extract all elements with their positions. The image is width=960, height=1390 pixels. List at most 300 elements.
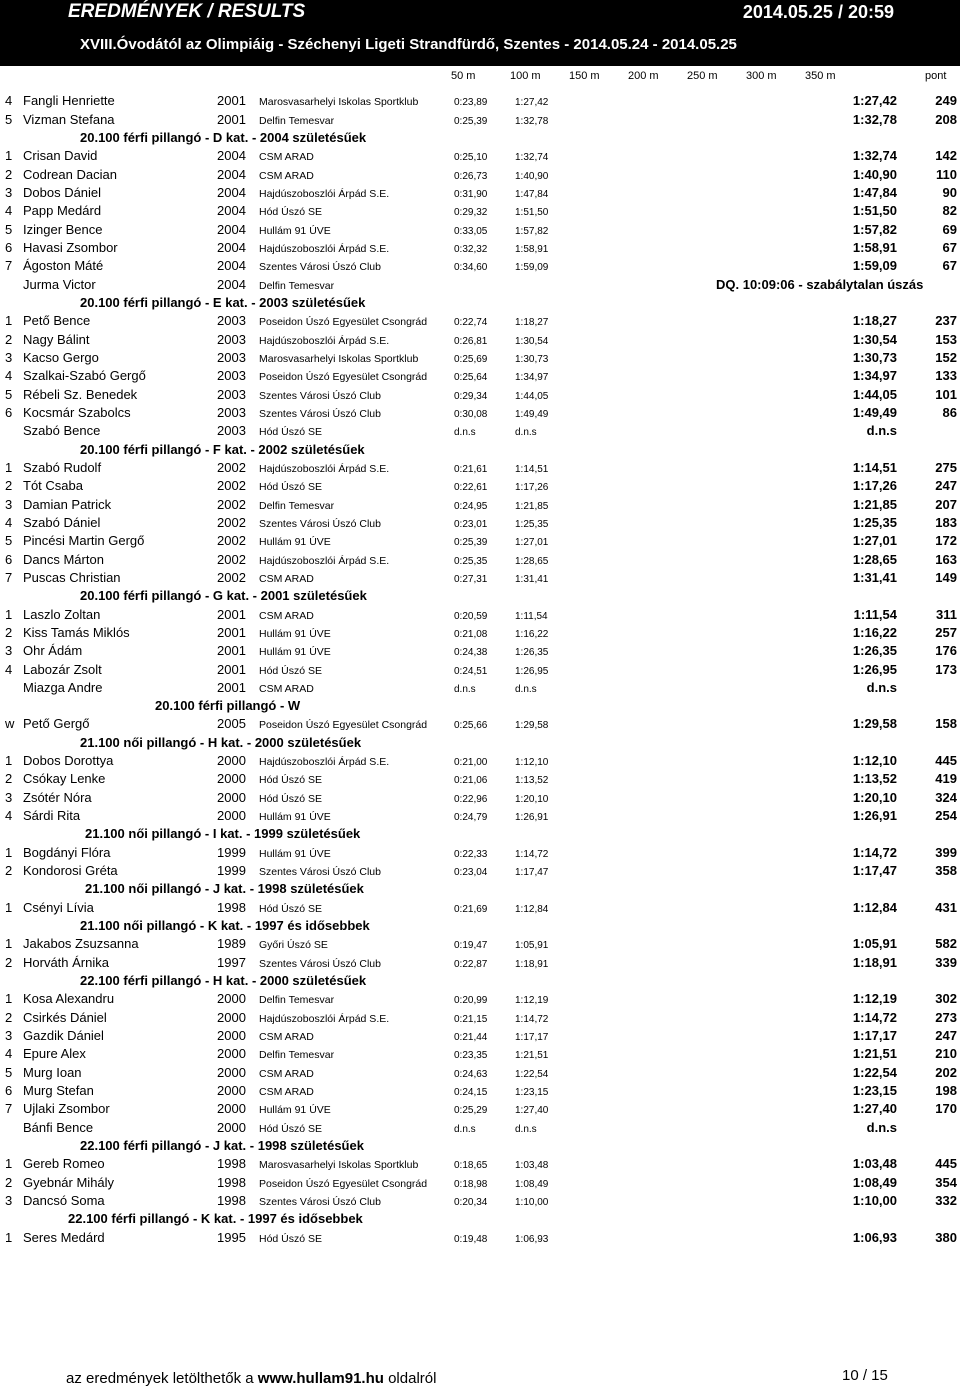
birth-year: 2003 xyxy=(217,423,246,439)
split-100m: 1:12,10 xyxy=(515,757,549,769)
rank: 1 xyxy=(5,753,13,769)
page-number: 10 / 15 xyxy=(842,1367,888,1384)
col-50m: 50 m xyxy=(451,70,476,82)
club-name: Hajdúszoboszlói Árpád S.E. xyxy=(259,334,390,347)
birth-year: 2001 xyxy=(217,661,246,677)
result-row xyxy=(0,110,960,128)
results-datetime: 2014.05.25 / 20:59 xyxy=(742,2,894,22)
split-50m: 0:22,61 xyxy=(454,482,488,494)
split-100m: 1:32,78 xyxy=(515,115,549,127)
split-100m: 1:26,35 xyxy=(515,647,549,659)
points: 210 xyxy=(935,1046,957,1062)
swimmer-name: Csókay Lenke xyxy=(23,771,106,787)
final-time: 1:13,52 xyxy=(852,771,897,787)
final-time: 1:32,78 xyxy=(852,111,897,127)
split-100m: 1:40,90 xyxy=(515,170,549,182)
club-name: Hullám 91 ÚVE xyxy=(259,847,331,860)
final-time: 1:22,54 xyxy=(852,1064,897,1080)
event-heading xyxy=(0,294,960,312)
birth-year: 2002 xyxy=(217,569,246,585)
split-50m: 0:32,32 xyxy=(454,243,488,255)
club-name: Hód Úszó SE xyxy=(259,902,323,915)
birth-year: 2002 xyxy=(217,551,246,567)
birth-year: 2005 xyxy=(217,716,246,732)
split-100m: d.n.s xyxy=(515,683,537,695)
split-100m: 1:34,97 xyxy=(515,372,549,384)
club-name: Szentes Városi Úszó Club xyxy=(259,957,381,970)
club-name: Hajdúszoboszlói Árpád S.E. xyxy=(259,554,390,567)
col-points: pont xyxy=(925,70,947,82)
final-time: 1:18,91 xyxy=(852,954,897,970)
club-name: Hajdúszoboszlói Árpád S.E. xyxy=(259,242,390,255)
birth-year: 2001 xyxy=(217,606,246,622)
split-50m: 0:19,47 xyxy=(454,940,488,952)
final-time: 1:28,65 xyxy=(852,551,897,567)
swimmer-name: Papp Medárd xyxy=(23,203,102,219)
event-title: XVIII.Óvodától az Olimpiáig - Széchenyi Ligeti Strandfürdő, Szentes - 2014.05.24 - 2014.05.25 xyxy=(80,36,737,53)
birth-year: 2004 xyxy=(217,276,246,292)
split-50m: 0:26,73 xyxy=(454,170,488,182)
points: 142 xyxy=(935,148,957,164)
final-time: 1:26,95 xyxy=(852,661,897,677)
birth-year: 2001 xyxy=(217,679,246,695)
rank: 1 xyxy=(5,313,13,329)
split-100m: 1:16,22 xyxy=(515,628,549,640)
points: 152 xyxy=(935,349,957,365)
swimmer-name: Crisan David xyxy=(23,148,98,164)
split-50m: 0:21,44 xyxy=(454,1032,488,1044)
result-row xyxy=(0,1228,960,1246)
split-50m: 0:20,34 xyxy=(454,1197,488,1209)
rank: 7 xyxy=(5,569,13,585)
split-50m: 0:21,06 xyxy=(454,775,488,787)
club-name: Poseidon Úszó Egyesület Csongrád xyxy=(259,719,428,732)
split-100m: 1:27,40 xyxy=(515,1105,549,1117)
points: 302 xyxy=(935,991,957,1007)
split-100m: d.n.s xyxy=(515,1123,537,1135)
rank: 4 xyxy=(5,203,13,219)
split-50m: 0:34,60 xyxy=(454,262,488,274)
split-50m: 0:21,69 xyxy=(454,903,488,915)
split-100m: 1:30,73 xyxy=(515,353,549,365)
rank: 1 xyxy=(5,606,13,622)
result-row xyxy=(0,202,960,220)
club-name: Poseidon Úszó Egyesület Csongrád xyxy=(259,371,428,384)
points: 249 xyxy=(935,93,957,109)
final-time: 1:11,54 xyxy=(853,606,897,622)
final-time: 1:16,22 xyxy=(852,624,897,640)
result-row xyxy=(0,642,960,660)
club-name: Hód Úszó SE xyxy=(259,206,323,219)
club-name: Hullám 91 ÚVE xyxy=(259,627,331,640)
final-time: 1:21,85 xyxy=(852,496,897,512)
event-heading-text: 20.100 férfi pillangó - D kat. - 2004 születésűek xyxy=(80,129,367,145)
result-row xyxy=(0,752,960,770)
result-row xyxy=(0,220,960,238)
birth-year: 2001 xyxy=(217,643,246,659)
birth-year: 2000 xyxy=(217,1028,246,1044)
swimmer-name: Ohr Ádám xyxy=(23,643,83,659)
split-100m: 1:03,48 xyxy=(515,1160,549,1172)
split-100m: 1:12,19 xyxy=(515,995,549,1007)
club-name: CSM ARAD xyxy=(259,169,314,182)
split-100m: 1:23,15 xyxy=(515,1087,549,1099)
points: 86 xyxy=(942,404,957,420)
swimmer-name: Kocsmár Szabolcs xyxy=(23,404,131,420)
result-row xyxy=(0,330,960,348)
split-100m: 1:14,72 xyxy=(515,848,549,860)
col-300m: 300 m xyxy=(746,70,777,82)
birth-year: 1995 xyxy=(217,1229,246,1245)
swimmer-name: Laszlo Zoltan xyxy=(23,606,101,622)
birth-year: 2000 xyxy=(217,753,246,769)
final-time: 1:44,05 xyxy=(852,386,897,402)
split-50m: 0:31,90 xyxy=(454,188,488,200)
final-time: 1:12,19 xyxy=(852,991,897,1007)
split-50m: 0:24,95 xyxy=(454,500,488,512)
final-time: 1:21,51 xyxy=(852,1046,897,1062)
rank: 2 xyxy=(5,1174,13,1190)
result-row xyxy=(0,788,960,806)
swimmer-name: Pincési Martin Gergő xyxy=(23,533,145,549)
rank: 5 xyxy=(5,111,13,127)
col-200m: 200 m xyxy=(628,70,659,82)
rank: 1 xyxy=(5,148,13,164)
split-100m: 1:51,50 xyxy=(515,207,549,219)
result-row xyxy=(0,1155,960,1173)
club-name: Marosvasarhelyi Iskolas Sportklub xyxy=(259,352,419,365)
final-time: 1:25,35 xyxy=(852,514,897,530)
points: 419 xyxy=(935,771,957,787)
rank: 3 xyxy=(5,1028,13,1044)
birth-year: 2000 xyxy=(217,1009,246,1025)
birth-year: 2000 xyxy=(217,808,246,824)
swimmer-name: Bogdányi Flóra xyxy=(23,844,111,860)
results-list xyxy=(0,92,960,1247)
event-heading xyxy=(0,129,960,147)
points: 82 xyxy=(942,203,957,219)
points: 172 xyxy=(935,533,957,549)
split-50m: 0:25,66 xyxy=(454,720,488,732)
birth-year: 2003 xyxy=(217,313,246,329)
split-50m: 0:21,00 xyxy=(454,757,488,769)
col-250m: 250 m xyxy=(687,70,718,82)
event-heading xyxy=(0,697,960,715)
result-row xyxy=(0,770,960,788)
rank: 1 xyxy=(5,844,13,860)
final-time: 1:03,48 xyxy=(852,1156,897,1172)
club-name: Poseidon Úszó Egyesület Csongrád xyxy=(259,316,428,329)
birth-year: 2001 xyxy=(217,111,246,127)
final-time: 1:06,93 xyxy=(852,1229,897,1245)
result-row xyxy=(0,660,960,678)
event-heading-text: 20.100 férfi pillangó - E kat. - 2003 születésűek xyxy=(80,294,366,310)
event-heading xyxy=(0,733,960,751)
club-name: Poseidon Úszó Egyesület Csongrád xyxy=(259,1177,428,1190)
birth-year: 2001 xyxy=(217,93,246,109)
swimmer-name: Tót Csaba xyxy=(23,478,83,494)
birth-year: 2000 xyxy=(217,1119,246,1135)
birth-year: 1998 xyxy=(217,1193,246,1209)
points: 339 xyxy=(935,954,957,970)
split-100m: 1:28,65 xyxy=(515,555,549,567)
rank: 2 xyxy=(5,771,13,787)
website-link[interactable]: www.hullam91.hu xyxy=(257,1370,384,1387)
result-row xyxy=(0,239,960,257)
result-row xyxy=(0,1192,960,1210)
final-time: 1:30,54 xyxy=(852,331,897,347)
points: 153 xyxy=(935,331,957,347)
swimmer-name: Puscas Christian xyxy=(23,569,121,585)
rank: 1 xyxy=(5,991,13,1007)
split-50m: 0:25,35 xyxy=(454,555,488,567)
swimmer-name: Izinger Bence xyxy=(23,221,103,237)
swimmer-name: Gyebnár Mihály xyxy=(23,1174,115,1190)
split-50m: 0:30,08 xyxy=(454,408,488,420)
result-row xyxy=(0,514,960,532)
final-time: 1:29,58 xyxy=(852,716,897,732)
split-100m: 1:25,35 xyxy=(515,518,549,530)
split-100m: 1:27,01 xyxy=(515,537,549,549)
points: 101 xyxy=(935,386,957,402)
swimmer-name: Szalkai-Szabó Gergő xyxy=(23,368,146,384)
col-350m: 350 m xyxy=(805,70,836,82)
rank: 4 xyxy=(5,514,13,530)
final-time: 1:14,51 xyxy=(852,459,897,475)
swimmer-name: Havasi Zsombor xyxy=(23,239,118,255)
swimmer-name: Bánfi Bence xyxy=(23,1119,94,1135)
download-note-prefix: az eredmények letölthetők a xyxy=(66,1370,258,1387)
birth-year: 2000 xyxy=(217,771,246,787)
birth-year: 2003 xyxy=(217,331,246,347)
rank: 6 xyxy=(5,1083,13,1099)
split-100m: 1:14,72 xyxy=(515,1013,549,1025)
split-100m: 1:57,82 xyxy=(515,225,549,237)
split-50m: 0:25,64 xyxy=(454,372,488,384)
col-150m: 150 m xyxy=(569,70,600,82)
result-row xyxy=(0,843,960,861)
split-50m: 0:19,48 xyxy=(454,1233,488,1245)
rank: 1 xyxy=(5,1156,13,1172)
rank: 2 xyxy=(5,863,13,879)
points: 67 xyxy=(942,239,957,255)
final-time: 1:14,72 xyxy=(852,1009,897,1025)
final-time: d.n.s xyxy=(866,423,897,439)
split-50m: 0:24,38 xyxy=(454,647,488,659)
swimmer-name: Vizman Stefana xyxy=(23,111,115,127)
club-name: CSM ARAD xyxy=(259,151,314,164)
club-name: Delfin Temesvar xyxy=(259,499,335,512)
points: 67 xyxy=(942,258,957,274)
split-50m: 0:29,32 xyxy=(454,207,488,219)
swimmer-name: Dancs Márton xyxy=(23,551,104,567)
points: 163 xyxy=(935,551,957,567)
event-heading xyxy=(0,825,960,843)
result-row xyxy=(0,990,960,1008)
club-name: Hód Úszó SE xyxy=(259,481,323,494)
swimmer-name: Nagy Bálint xyxy=(23,331,90,347)
birth-year: 1998 xyxy=(217,1174,246,1190)
rank: 4 xyxy=(5,661,13,677)
points: 445 xyxy=(935,753,957,769)
swimmer-name: Szabó Rudolf xyxy=(23,459,102,475)
points: 69 xyxy=(942,221,957,237)
result-row xyxy=(0,898,960,916)
split-100m: 1:20,10 xyxy=(515,793,549,805)
rank: 3 xyxy=(5,789,13,805)
points: 247 xyxy=(935,1028,957,1044)
results-header-bar xyxy=(0,0,960,66)
split-100m: 1:29,58 xyxy=(515,720,549,732)
split-50m: 0:22,87 xyxy=(454,958,488,970)
event-heading-text: 20.100 férfi pillangó - W xyxy=(155,698,301,714)
points: 311 xyxy=(936,606,957,622)
result-row xyxy=(0,807,960,825)
club-name: Hód Úszó SE xyxy=(259,1122,323,1135)
birth-year: 2002 xyxy=(217,533,246,549)
points: 198 xyxy=(935,1083,957,1099)
split-100m: 1:44,05 xyxy=(515,390,549,402)
birth-year: 2000 xyxy=(217,1083,246,1099)
event-heading xyxy=(0,1210,960,1228)
points: 158 xyxy=(935,716,957,732)
result-row xyxy=(0,715,960,733)
split-50m: 0:25,29 xyxy=(454,1105,488,1117)
split-50m: 0:29,34 xyxy=(454,390,488,402)
club-name: Delfin Temesvar xyxy=(259,1049,335,1062)
result-row xyxy=(0,1173,960,1191)
birth-year: 2000 xyxy=(217,1064,246,1080)
swimmer-name: Csirkés Dániel xyxy=(23,1009,107,1025)
result-row xyxy=(0,532,960,550)
rank: 2 xyxy=(5,166,13,182)
club-name: CSM ARAD xyxy=(259,1031,314,1044)
result-row xyxy=(0,679,960,697)
club-name: Delfin Temesvar xyxy=(259,114,335,127)
club-name: Delfin Temesvar xyxy=(259,279,335,292)
club-name: Hajdúszoboszlói Árpád S.E. xyxy=(259,462,390,475)
split-100m: 1:13,52 xyxy=(515,775,549,787)
swimmer-name: Kacso Gergo xyxy=(23,349,99,365)
split-100m: 1:18,91 xyxy=(515,958,549,970)
split-50m: 0:23,01 xyxy=(454,518,488,530)
club-name: Delfin Temesvar xyxy=(259,994,335,1007)
final-time: 1:17,47 xyxy=(852,863,897,879)
club-name: Szentes Városi Úszó Club xyxy=(259,407,381,420)
rank: 1 xyxy=(5,899,13,915)
rank: 5 xyxy=(5,221,13,237)
final-time: 1:40,90 xyxy=(852,166,897,182)
swimmer-name: Csényi Lívia xyxy=(23,899,94,915)
swimmer-name: Gazdik Dániel xyxy=(23,1028,104,1044)
split-100m: 1:12,84 xyxy=(515,903,549,915)
birth-year: 1998 xyxy=(217,899,246,915)
final-time: 1:57,82 xyxy=(852,221,897,237)
result-row xyxy=(0,624,960,642)
club-name: Hód Úszó SE xyxy=(259,664,323,677)
result-row xyxy=(0,862,960,880)
club-name: Hullám 91 ÚVE xyxy=(259,536,331,549)
event-heading-text: 22.100 férfi pillangó - J kat. - 1998 születésűek xyxy=(80,1138,364,1154)
club-name: Győri Úszó SE xyxy=(259,939,328,952)
birth-year: 2000 xyxy=(217,789,246,805)
points: 445 xyxy=(935,1156,957,1172)
birth-year: 2000 xyxy=(217,1101,246,1117)
split-50m: 0:22,74 xyxy=(454,317,488,329)
event-heading-text: 21.100 női pillangó - H kat. - 2000 születésűek xyxy=(80,734,362,750)
points: 257 xyxy=(935,624,957,640)
result-row xyxy=(0,1118,960,1136)
swimmer-name: Kosa Alexandru xyxy=(23,991,115,1007)
swimmer-name: Zsótér Nóra xyxy=(23,789,92,805)
club-name: Szentes Városi Úszó Club xyxy=(259,517,381,530)
birth-year: 2000 xyxy=(217,1046,246,1062)
birth-year: 2002 xyxy=(217,478,246,494)
split-50m: 0:20,99 xyxy=(454,995,488,1007)
result-row xyxy=(0,495,960,513)
birth-year: 1989 xyxy=(217,936,246,952)
rank: 5 xyxy=(5,533,13,549)
split-100m: 1:22,54 xyxy=(515,1068,549,1080)
points: 176 xyxy=(935,643,957,659)
swimmer-name: Pető Gergő xyxy=(23,716,90,732)
final-time: 1:49,49 xyxy=(852,404,897,420)
split-50m: d.n.s xyxy=(454,427,476,439)
points: 237 xyxy=(935,313,957,329)
split-100m: 1:05,91 xyxy=(515,940,549,952)
result-row xyxy=(0,147,960,165)
birth-year: 2003 xyxy=(217,368,246,384)
split-100m: 1:47,84 xyxy=(515,188,549,200)
birth-year: 2004 xyxy=(217,203,246,219)
split-50m: 0:24,15 xyxy=(454,1087,488,1099)
points: 183 xyxy=(935,514,957,530)
club-name: Hullám 91 ÚVE xyxy=(259,1104,331,1117)
final-time: 1:59,09 xyxy=(852,258,897,274)
points: 173 xyxy=(935,661,957,677)
swimmer-name: Fangli Henriette xyxy=(23,93,115,109)
split-50m: 0:27,31 xyxy=(454,573,488,585)
split-50m: 0:18,98 xyxy=(454,1178,488,1190)
club-name: Hód Úszó SE xyxy=(259,774,323,787)
split-50m: 0:23,35 xyxy=(454,1050,488,1062)
split-50m: 0:24,63 xyxy=(454,1068,488,1080)
result-row xyxy=(0,349,960,367)
birth-year: 2003 xyxy=(217,386,246,402)
result-row xyxy=(0,165,960,183)
points: 399 xyxy=(935,844,957,860)
split-100m: 1:06,93 xyxy=(515,1233,549,1245)
club-name: Hajdúszoboszlói Árpád S.E. xyxy=(259,756,390,769)
swimmer-name: Miazga Andre xyxy=(23,679,103,695)
event-heading-text: 21.100 női pillangó - K kat. - 1997 és idősebbek xyxy=(80,918,370,934)
final-time: 1:10,00 xyxy=(852,1193,897,1209)
club-name: Szentes Városi Úszó Club xyxy=(259,866,381,879)
split-50m: 0:25,10 xyxy=(454,152,488,164)
split-100m: 1:17,47 xyxy=(515,867,549,879)
birth-year: 2004 xyxy=(217,148,246,164)
event-heading xyxy=(0,917,960,935)
result-row xyxy=(0,275,960,293)
rank: 2 xyxy=(5,954,13,970)
points: 247 xyxy=(935,478,957,494)
result-row xyxy=(0,1045,960,1063)
swimmer-name: Kondorosi Gréta xyxy=(23,863,118,879)
club-name: CSM ARAD xyxy=(259,1086,314,1099)
split-100m: 1:32,74 xyxy=(515,152,549,164)
swimmer-name: Szabó Dániel xyxy=(23,514,101,530)
points: 273 xyxy=(935,1009,957,1025)
